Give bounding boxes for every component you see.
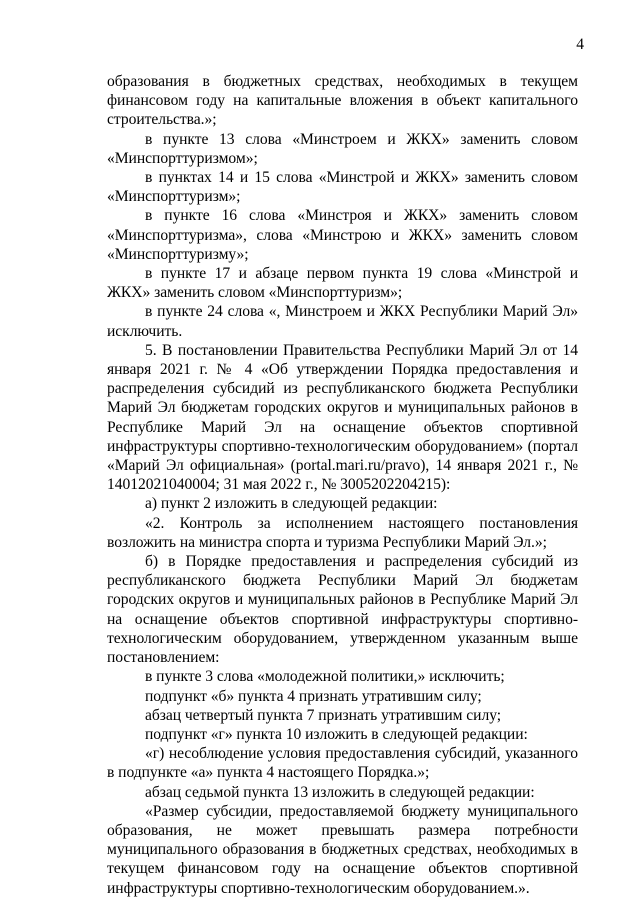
paragraph-12: подпункт «б» пункта 4 признать утратившим силу;	[145, 687, 482, 705]
paragraph-4: в пункте 16 слова «Минстроя и ЖКХ» заменить словом «Минспорттуризма», слова «Минстрою и ЖКХ» заменить словом «Минспорттуризму»;	[107, 207, 578, 263]
paragraph-5: в пункте 17 и абзаце первом пункта 19 слова «Минстрой и ЖКХ» заменить словом «Минспорттуризм»;	[107, 265, 578, 302]
document-body	[107, 72, 578, 898]
page-number: 4	[576, 36, 584, 53]
paragraph-16: абзац седьмой пункта 13 изложить в следующей редакции:	[145, 783, 535, 801]
paragraph-7: 5. В постановлении Правительства Республики Марий Эл от 14 января 2021 г. № 4 «Об утверждении Порядка предоставления и распределения субсидий из республиканского бюджета Республики Марий Эл бюджетам городских округов и муниципальных районов в Республике Марий Эл на оснащение объектов спортивной инфраструктуры спортивно-технологическим оборудованием» (портал «Марий Эл официальная» (portal.mari.ru/pravo), 14 января 2021 г., № 14012021040004; 31 мая 2022 г., № 3005202204215):	[107, 341, 578, 494]
paragraph-1: образования в бюджетных средствах, необходимых в текущем финансовом году на капитальные вложения в объект капитального строительства.»;	[107, 73, 578, 129]
paragraph-15: «г) несоблюдение условия предоставления субсидий, указанного в подпункте «а» пункта 4 настоящего Порядка.»;	[107, 745, 578, 782]
paragraph-8: а) пункт 2 изложить в следующей редакции:	[145, 495, 438, 513]
paragraph-6: в пункте 24 слова «, Минстроем и ЖКХ Республики Марий Эл» исключить.	[107, 303, 578, 340]
paragraph-14: подпункт «г» пункта 10 изложить в следующей редакции:	[145, 725, 528, 743]
paragraph-17: «Размер субсидии, предоставляемой бюджету муниципального образования, не может превышать размера потребности муниципального образования в бюджетных средствах, необходимых в текущем финансовом году на оснащение объектов спортивной инфраструктуры спортивно-технологическим оборудованием.».	[107, 802, 578, 897]
paragraph-9: «2. Контроль за исполнением настоящего постановления возложить на министра спорта и туризма Республики Марий Эл.»;	[107, 514, 578, 551]
paragraph-13: абзац четвертый пункта 7 признать утратившим силу;	[145, 706, 502, 724]
paragraph-11: в пункте 3 слова «молодежной политики,» исключить;	[145, 668, 505, 686]
paragraph-10: б) в Порядке предоставления и распределения субсидий из республиканского бюджета Республики Марий Эл бюджетам городских округов и муниципальных районов в Республике Марий Эл на оснащение объектов спортивной инфраструктуры спортивно-технологическим оборудованием, утвержденном указанным выше постановлением:	[107, 553, 578, 667]
paragraph-2: в пункте 13 слова «Минстроем и ЖКХ» заменить словом «Минспорттуризмом»;	[107, 130, 578, 167]
paragraph-3: в пунктах 14 и 15 слова «Минстрой и ЖКХ» заменить словом «Минспорттуризм»;	[107, 169, 578, 206]
